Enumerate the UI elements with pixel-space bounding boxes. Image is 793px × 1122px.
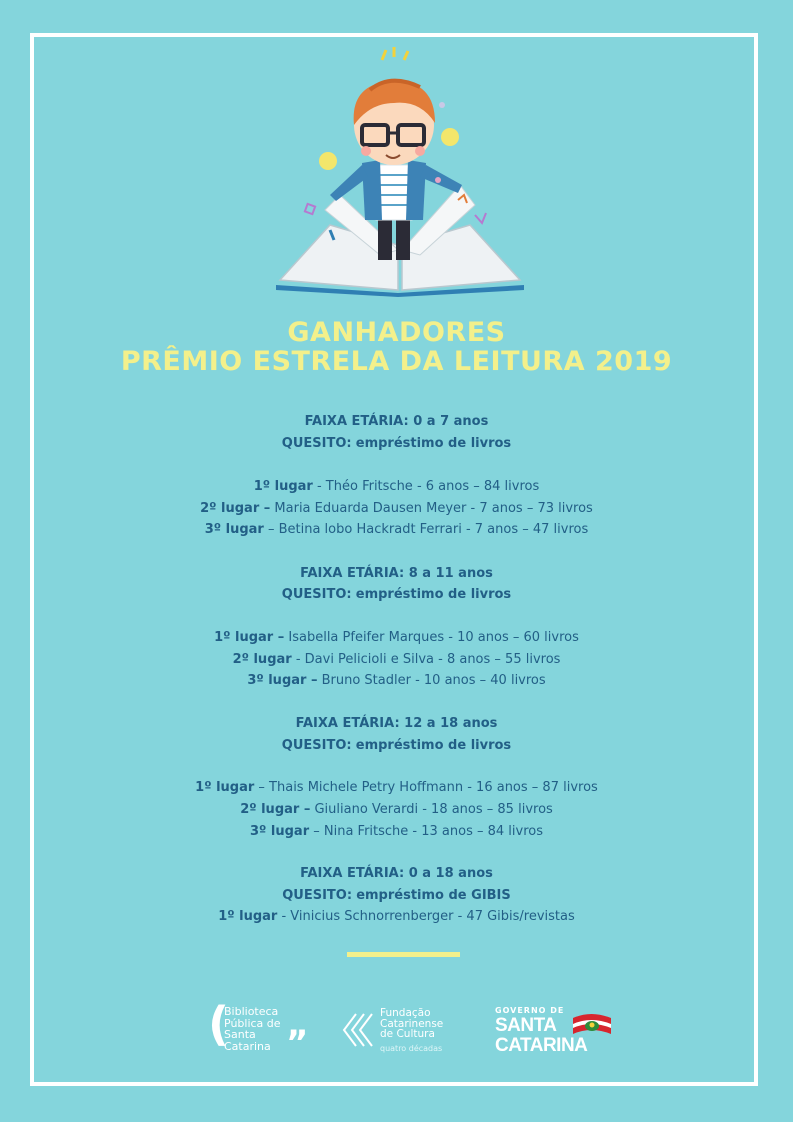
quesito-label: QUESITO:	[281, 436, 352, 451]
winner-line	[0, 522, 793, 538]
winner-place: 1º lugar	[195, 780, 255, 795]
quesito-value: empréstimo de livros	[355, 587, 512, 602]
winner-details: – Betina lobo Hackradt Ferrari - 7 anos – 47 livros	[263, 522, 589, 537]
winner-line	[0, 652, 793, 668]
winner-line	[0, 479, 793, 495]
quesito-value: empréstimo de livros	[355, 436, 512, 451]
winner-line	[0, 802, 793, 818]
title-line-2: PRÊMIO ESTRELA DA LEITURA 2019	[120, 346, 673, 377]
faixa-value: 0 a 7 anos	[413, 414, 489, 429]
title-line-1: GANHADORES	[287, 317, 506, 348]
sponsor-logos	[0, 997, 793, 1063]
fcc-chevrons-icon	[342, 1010, 378, 1050]
faixa-label: FAIXA ETÁRIA:	[300, 566, 405, 581]
quesito-label: QUESITO:	[282, 888, 353, 903]
winner-details: Maria Eduarda Dausen Meyer - 7 anos – 73 livros	[270, 501, 593, 516]
quesito-label: QUESITO:	[281, 587, 352, 602]
quote-glyph: ”	[286, 1023, 309, 1063]
winner-details: - Vinicius Schnorrenberger - 47 Gibis/revistas	[277, 909, 575, 924]
winner-place: 3º lugar	[250, 824, 310, 839]
winner-place: 1º lugar	[253, 479, 313, 494]
faixa-etaria-heading	[0, 866, 793, 882]
faixa-label: FAIXA ETÁRIA:	[300, 866, 405, 881]
faixa-etaria-heading	[0, 414, 793, 430]
governo-santa-catarina-logo: GOVERNO DE SANTA CATARINA	[495, 1006, 620, 1058]
winner-details: – Nina Fritsche - 13 anos – 84 livros	[309, 824, 543, 839]
quesito-heading	[0, 738, 793, 754]
winner-place: 2º lugar	[232, 652, 292, 667]
winner-line	[0, 824, 793, 840]
winner-place: 2º lugar –	[200, 501, 271, 516]
faixa-value: 0 a 18 anos	[408, 866, 493, 881]
quesito-value: empréstimo de GIBIS	[356, 888, 511, 903]
winner-details: Bruno Stadler - 10 anos – 40 livros	[317, 673, 546, 688]
winner-details: - Davi Pelicioli e Silva - 8 anos – 55 livros	[291, 652, 561, 667]
winner-details: – Thais Michele Petry Hoffmann - 16 anos – 87 livros	[254, 780, 598, 795]
quesito-heading	[0, 587, 793, 603]
santa-catarina-flag-icon	[571, 1012, 613, 1040]
open-paren-glyph: (	[208, 997, 230, 1051]
winner-line	[0, 501, 793, 517]
fundacao-catarinense-logo: Fundação Catarinense de Cultura quatro décadas	[342, 1006, 462, 1056]
quesito-label: QUESITO:	[281, 738, 352, 753]
winner-line	[0, 630, 793, 646]
winner-line	[0, 780, 793, 796]
winner-place: 2º lugar –	[240, 802, 311, 817]
biblioteca-publica-logo: ( Biblioteca Pública de Santa Catarina ”	[208, 997, 309, 1063]
winner-details: Isabella Pfeifer Marques - 10 anos – 60 livros	[284, 630, 579, 645]
faixa-label: FAIXA ETÁRIA:	[304, 414, 409, 429]
faixa-value: 12 a 18 anos	[404, 716, 498, 731]
boy-reading-illustration	[270, 45, 530, 300]
winner-details: - Théo Fritsche - 6 anos – 84 livros	[312, 479, 540, 494]
yellow-divider	[347, 952, 460, 957]
quesito-heading	[0, 436, 793, 452]
winner-place: 3º lugar	[204, 522, 264, 537]
winner-place: 1º lugar –	[214, 630, 285, 645]
faixa-etaria-heading	[0, 566, 793, 582]
winner-details: Giuliano Verardi - 18 anos – 85 livros	[310, 802, 553, 817]
winner-line	[0, 673, 793, 689]
winner-place: 3º lugar –	[247, 673, 318, 688]
faixa-label: FAIXA ETÁRIA:	[295, 716, 400, 731]
faixa-value: 8 a 11 anos	[408, 566, 493, 581]
quesito-value: empréstimo de livros	[355, 738, 512, 753]
faixa-etaria-heading	[0, 716, 793, 732]
winner-line	[0, 909, 793, 925]
winner-place: 1º lugar	[218, 909, 278, 924]
quesito-heading	[0, 888, 793, 904]
